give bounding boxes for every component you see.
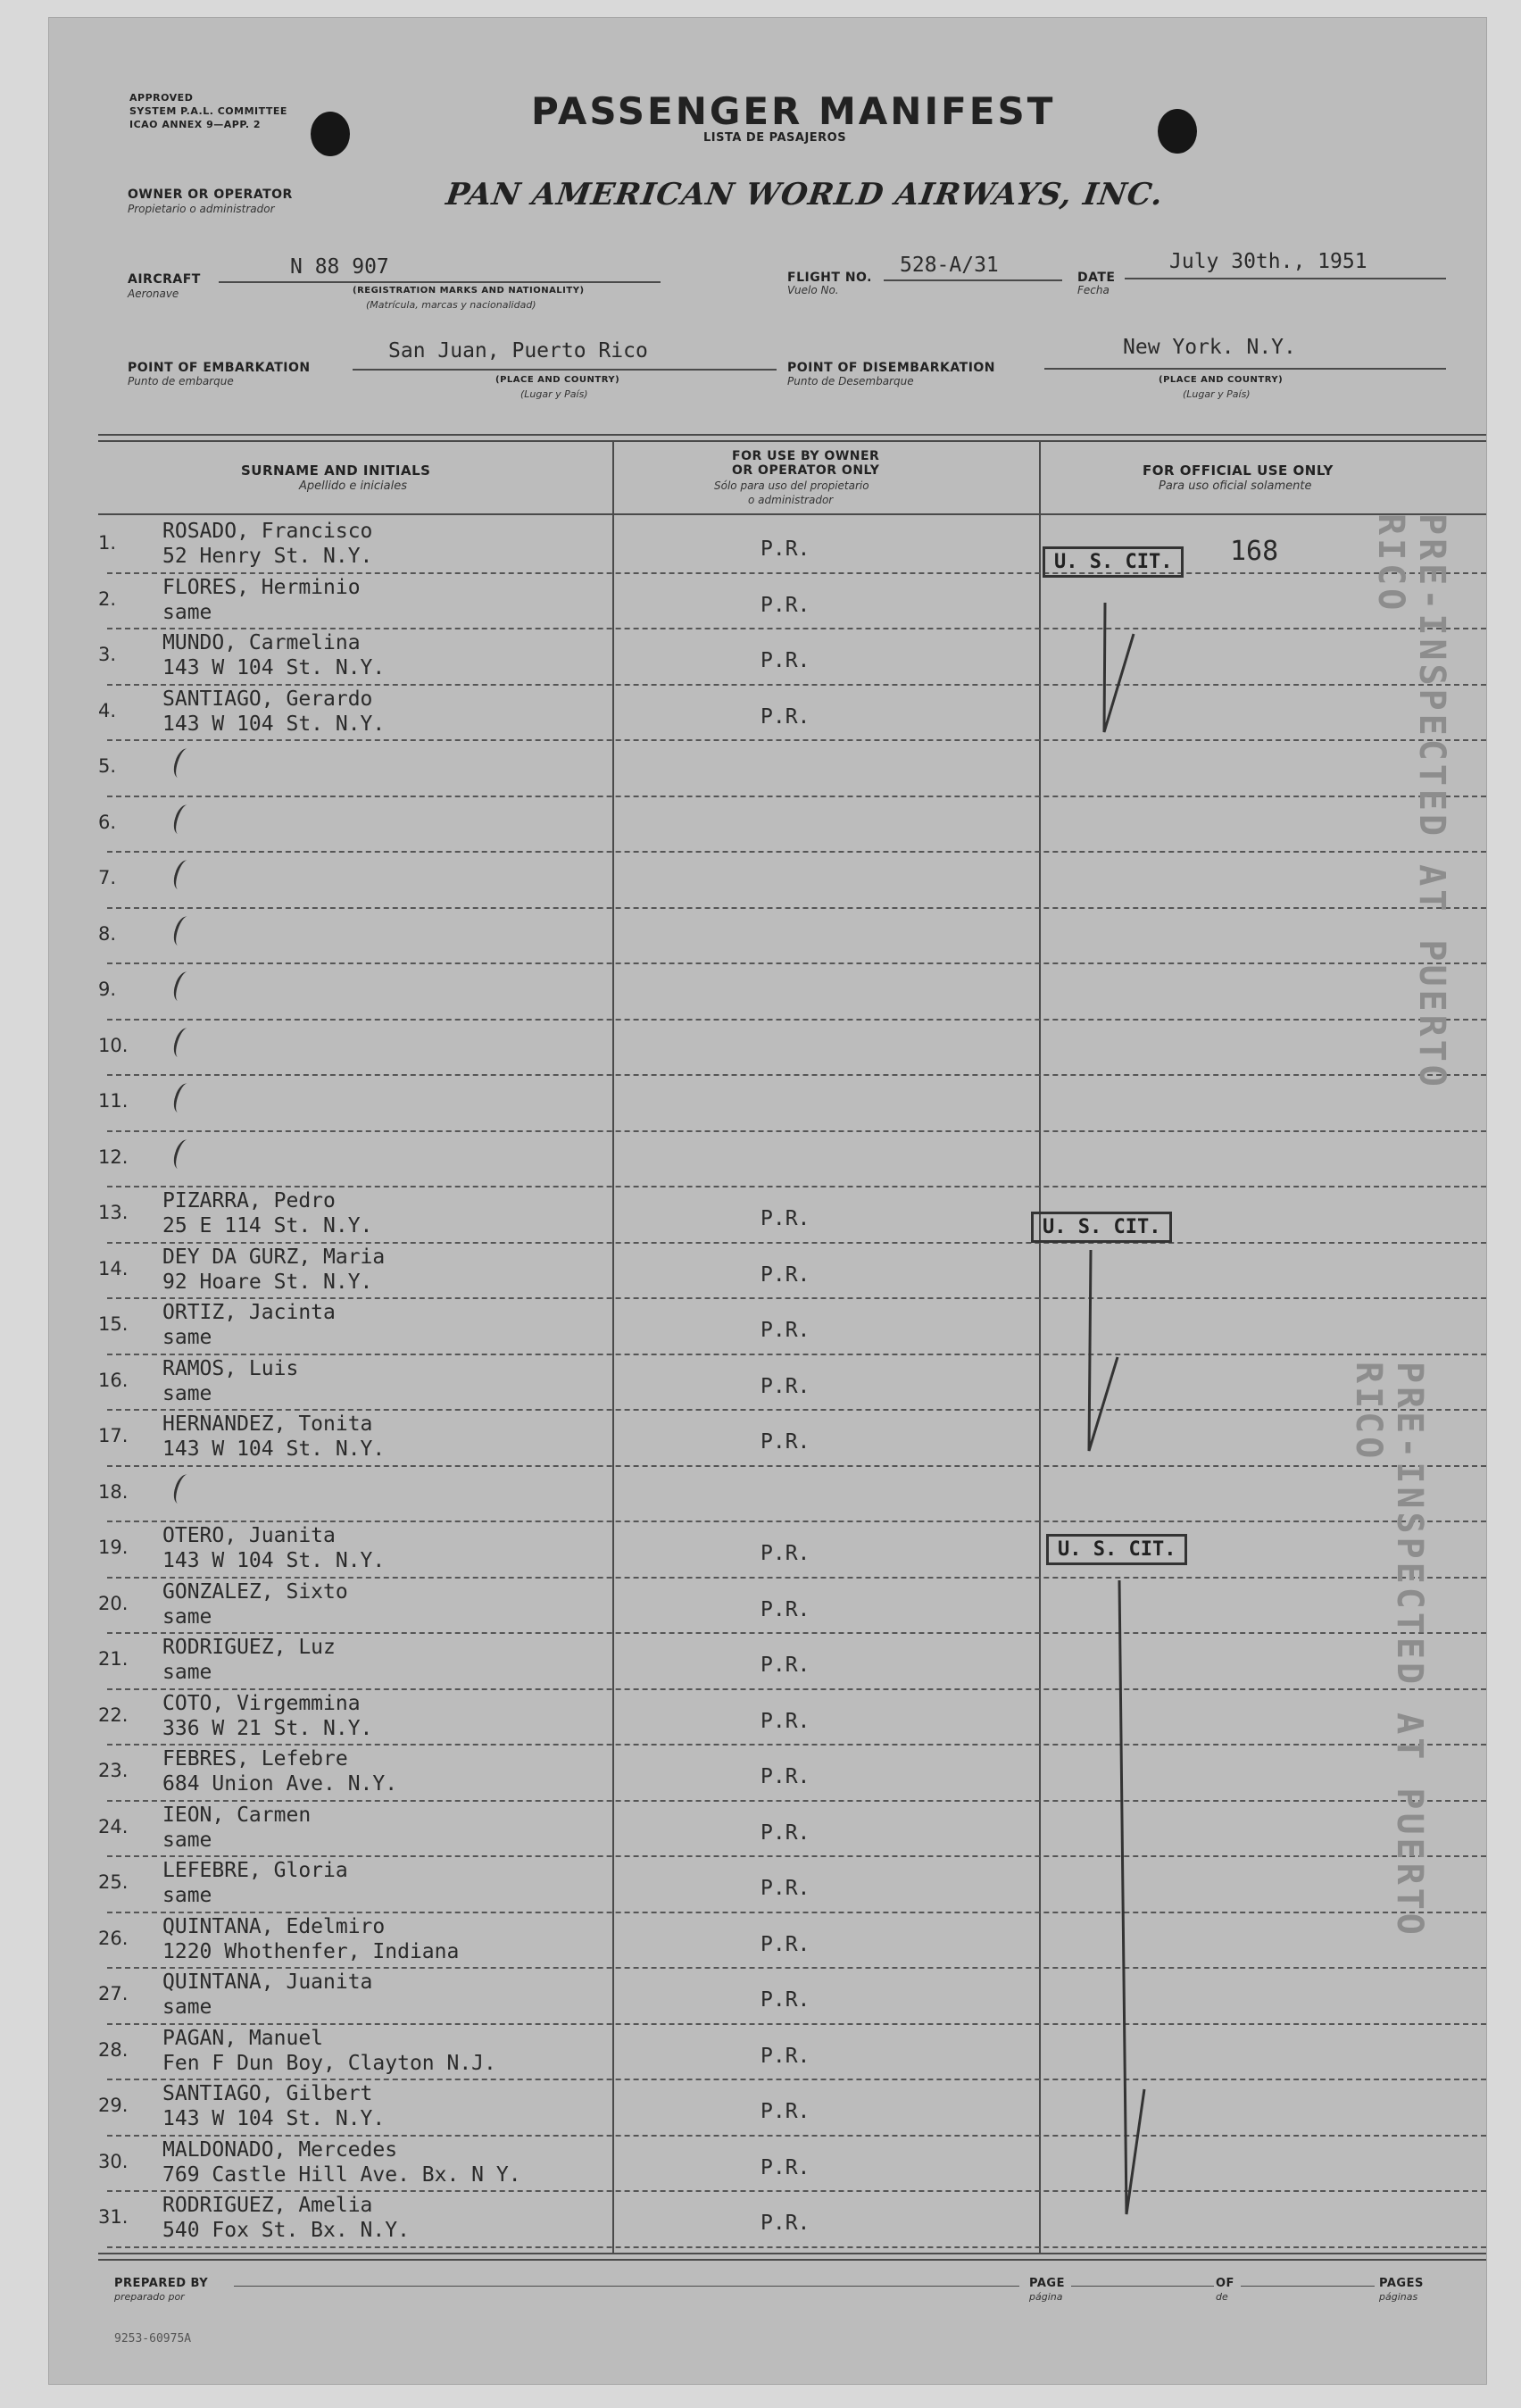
owner-code: P.R.: [760, 1430, 810, 1454]
operator-label-es: Propietario o administrador: [128, 203, 275, 215]
row-number: 31.: [98, 2206, 129, 2228]
flight-label: FLIGHT NO.: [787, 271, 872, 285]
owner-code: P.R.: [760, 2044, 810, 2068]
owner-code: P.R.: [760, 2155, 810, 2179]
passenger-name: SANTIAGO, Gerardo: [162, 687, 373, 711]
owner-code: P.R.: [760, 1597, 810, 1621]
disembark-place-note: (PLACE AND COUNTRY): [1159, 375, 1284, 385]
owner-code: P.R.: [760, 1932, 810, 1956]
row-number: 20.: [98, 1592, 129, 1614]
approval-line-2: SYSTEM P.A.L. COMMITTEE: [129, 105, 287, 117]
owner-code: P.R.: [760, 1821, 810, 1845]
page-label: PAGE: [1029, 2277, 1065, 2290]
passenger-address: 52 Henry St. N.Y.: [162, 545, 373, 568]
row-number: 15.: [98, 1313, 129, 1335]
aircraft-label-es: Aeronave: [128, 287, 179, 300]
passenger-address: 143 W 104 St. N.Y.: [162, 1437, 386, 1461]
col-header-owner-es-1: Sólo para uso del propietario: [714, 479, 869, 492]
us-cit-stamp-2: U. S. CIT.: [1031, 1212, 1172, 1243]
pre-inspected-stamp-1: PRE-INSPECTED AT PUERTO RICO: [1370, 513, 1452, 1090]
embark-label: POINT OF EMBARKATION: [128, 361, 311, 375]
row-number: 10.: [98, 1034, 129, 1056]
disembark-label-es: Punto de Desembarque: [787, 375, 914, 387]
row-number: 30.: [98, 2150, 129, 2172]
aircraft-value: N 88 907: [290, 255, 389, 279]
page-underline: [1071, 2286, 1214, 2287]
row-number: 26.: [98, 1927, 129, 1949]
passenger-name: RODRIGUEZ, Amelia: [162, 2194, 373, 2217]
flight-label-es: Vuelo No.: [787, 284, 839, 296]
us-cit-stamp-3: U. S. CIT.: [1046, 1534, 1187, 1565]
passenger-name: OTERO, Juanita: [162, 1524, 336, 1547]
row-number: 23.: [98, 1760, 129, 1781]
registration-note-es: (Matrícula, marcas y nacionalidad): [366, 299, 536, 311]
passenger-address: Fen F Dun Boy, Clayton N.J.: [162, 2051, 496, 2075]
passenger-name: FEBRES, Lefebre: [162, 1747, 348, 1771]
col-header-owner-es-2: o administrador: [748, 494, 834, 506]
owner-code: P.R.: [760, 704, 810, 729]
official-number: 168: [1230, 536, 1279, 567]
footer-top-rule: [98, 2253, 1486, 2254]
date-label: DATE: [1077, 271, 1116, 285]
col-header-official: FOR OFFICIAL USE ONLY: [1143, 462, 1334, 479]
passenger-name: FLORES, Herminio: [162, 575, 361, 599]
check-mark-1: [1104, 603, 1134, 732]
passenger-address: 540 Fox St. Bx. N.Y.: [162, 2219, 410, 2242]
passenger-name: HERNANDEZ, Tonita: [162, 1412, 373, 1436]
passenger-name: QUINTANA, Edelmiro: [162, 1914, 386, 1938]
row-number: 14.: [98, 1257, 129, 1279]
passenger-address: 143 W 104 St. N.Y.: [162, 2107, 386, 2130]
row-number: 22.: [98, 1704, 129, 1726]
passenger-name: ROSADO, Francisco: [162, 520, 373, 543]
col-header-surname: SURNAME AND INITIALS: [241, 462, 431, 479]
owner-code: P.R.: [760, 1765, 810, 1788]
passenger-name: MUNDO, Carmelina: [162, 631, 361, 654]
of-underline: [1241, 2286, 1375, 2287]
owner-code: P.R.: [760, 2212, 810, 2235]
page-title: PASSENGER MANIFEST: [531, 89, 1056, 133]
passenger-name: DEY DA GURZ, Maria: [162, 1245, 386, 1269]
approval-line-1: APPROVED: [129, 92, 194, 104]
row-number: 24.: [98, 1815, 129, 1837]
row-number: 27.: [98, 1983, 129, 2004]
embark-label-es: Punto de embarque: [128, 375, 234, 387]
us-cit-stamp-1: U. S. CIT.: [1043, 546, 1184, 578]
passenger-address: 684 Union Ave. N.Y.: [162, 1772, 398, 1796]
passenger-address: same: [162, 1884, 212, 1907]
prepared-label: PREPARED BY: [114, 2277, 209, 2290]
row-number: 16.: [98, 1369, 129, 1391]
owner-code: P.R.: [760, 1542, 810, 1565]
disembark-value: New York. N.Y.: [1123, 336, 1296, 359]
passenger-address: same: [162, 600, 212, 624]
row-number: 13.: [98, 1202, 129, 1223]
owner-code: P.R.: [760, 537, 810, 561]
embark-value: San Juan, Puerto Rico: [388, 339, 648, 362]
row-number: 8.: [98, 922, 117, 945]
row-number: 17.: [98, 1425, 129, 1446]
row-number: 4.: [98, 699, 117, 721]
passenger-name: PAGAN, Manuel: [162, 2026, 324, 2050]
row-number: 5.: [98, 755, 117, 777]
check-mark-2: [1089, 1250, 1118, 1451]
col-header-owner-1: FOR USE BY OWNER: [732, 449, 880, 463]
passenger-name: SANTIAGO, Gilbert: [162, 2082, 373, 2105]
col-header-surname-es: Apellido e iniciales: [299, 479, 408, 493]
passenger-address: same: [162, 1381, 212, 1405]
passenger-address: same: [162, 1604, 212, 1629]
aircraft-label: AIRCRAFT: [128, 272, 201, 287]
owner-code: P.R.: [760, 1374, 810, 1398]
row-number: 29.: [98, 2095, 129, 2116]
registration-note: (REGISTRATION MARKS AND NATIONALITY): [353, 286, 585, 296]
page-label-es: página: [1029, 2291, 1063, 2303]
check-mark-3: [1119, 1580, 1144, 2214]
row-number: 25.: [98, 1871, 129, 1893]
owner-code: P.R.: [760, 1319, 810, 1342]
flight-value: 528-A/31: [900, 254, 999, 277]
row-number: 18.: [98, 1480, 129, 1503]
prepared-underline: [234, 2286, 1019, 2287]
passenger-address: 1220 Whothenfer, Indiana: [162, 1939, 460, 1963]
owner-code: P.R.: [760, 1262, 810, 1287]
of-label: OF: [1216, 2277, 1234, 2290]
passenger-name: MALDONADO, Mercedes: [162, 2137, 398, 2162]
passenger-name: IEON, Carmen: [162, 1803, 312, 1827]
owner-code: P.R.: [760, 1654, 810, 1677]
embark-place-note-es: (Lugar y País): [520, 388, 588, 400]
pre-inspected-stamp-2: PRE-INSPECTED AT PUERTO RICO: [1348, 1362, 1430, 1938]
operator-label: OWNER OR OPERATOR: [128, 187, 293, 202]
passenger-address: 143 W 104 St. N.Y.: [162, 712, 386, 736]
owner-code: P.R.: [760, 593, 810, 617]
passenger-address: same: [162, 1828, 212, 1852]
approval-line-3: ICAO ANNEX 9—APP. 2: [129, 119, 262, 130]
row-number: 1.: [98, 532, 117, 554]
passenger-address: same: [162, 1326, 212, 1349]
page-subtitle: LISTA DE PASAJEROS: [703, 131, 847, 145]
disembark-place-note-es: (Lugar y País): [1183, 388, 1251, 400]
row-number: 11.: [98, 1090, 129, 1112]
passenger-name: ORTIZ, Jacinta: [162, 1301, 336, 1324]
passenger-address: 769 Castle Hill Ave. Bx. N Y.: [162, 2162, 521, 2187]
embark-place-note: (PLACE AND COUNTRY): [495, 375, 620, 385]
date-value: July 30th., 1951: [1169, 250, 1367, 273]
row-number: 19.: [98, 1537, 129, 1558]
col-header-official-es: Para uso oficial solamente: [1159, 479, 1312, 493]
passenger-name: LEFEBRE, Gloria: [162, 1859, 348, 1882]
date-label-es: Fecha: [1077, 284, 1110, 296]
owner-code: P.R.: [760, 1207, 810, 1230]
col-header-owner-2: OR OPERATOR ONLY: [732, 463, 880, 478]
passenger-name: RODRIGUEZ, Luz: [162, 1636, 336, 1659]
row-number: 2.: [98, 587, 117, 610]
passenger-address: 25 E 114 St. N.Y.: [162, 1214, 373, 1237]
passenger-address: 336 W 21 St. N.Y.: [162, 1716, 373, 1740]
row-number: 21.: [98, 1648, 129, 1670]
row-number: 3.: [98, 644, 117, 665]
passenger-address: 143 W 104 St. N.Y.: [162, 656, 386, 679]
passenger-name: RAMOS, Luis: [162, 1356, 299, 1380]
passenger-address: same: [162, 1996, 212, 2019]
row-number: 7.: [98, 867, 117, 888]
row-number: 12.: [98, 1146, 129, 1168]
owner-code: P.R.: [760, 1988, 810, 2012]
passenger-name: QUINTANA, Juanita: [162, 1971, 373, 1994]
row-number: 6.: [98, 811, 117, 833]
passenger-name: PIZARRA, Pedro: [162, 1189, 336, 1212]
pages-label: PAGES: [1379, 2277, 1424, 2290]
passenger-address: same: [162, 1661, 212, 1684]
owner-code: P.R.: [760, 2100, 810, 2123]
prepared-label-es: preparado por: [114, 2291, 185, 2303]
owner-code: P.R.: [760, 1709, 810, 1733]
of-label-es: de: [1216, 2291, 1228, 2303]
disembark-label: POINT OF DISEMBARKATION: [787, 361, 996, 375]
form-code: 9253-60975A: [114, 2332, 192, 2346]
owner-code: P.R.: [760, 1877, 810, 1900]
footer-top-rule-2: [98, 2259, 1486, 2261]
passenger-name: GONZALEZ, Sixto: [162, 1579, 348, 1604]
passenger-name: COTO, Virgemmina: [162, 1691, 361, 1715]
pages-label-es: páginas: [1379, 2291, 1418, 2303]
row-number: 28.: [98, 2038, 129, 2061]
owner-code: P.R.: [760, 649, 810, 672]
row-number: 9.: [98, 979, 117, 1000]
passenger-address: 92 Hoare St. N.Y.: [162, 1270, 373, 1294]
operator-name: PAN AMERICAN WORLD AIRWAYS, INC.: [444, 177, 1166, 212]
passenger-address: 143 W 104 St. N.Y.: [162, 1549, 386, 1572]
